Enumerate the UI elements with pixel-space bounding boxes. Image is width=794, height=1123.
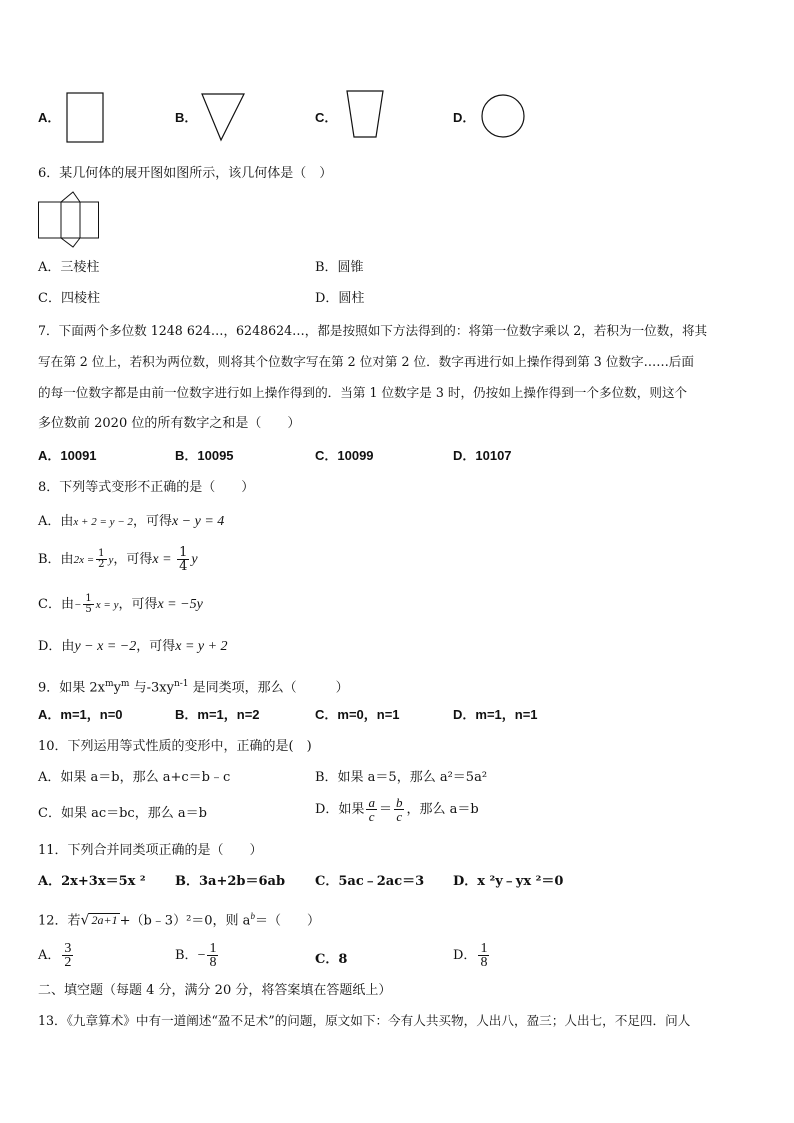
section-2-heading: 二、填空题（每题 4 分，满分 20 分，将答案填在答题纸上） [38, 983, 392, 998]
q12-b-label: B． [175, 948, 198, 963]
q5-option-a-label: A． [38, 110, 61, 125]
q7-option-b: B．10095 [175, 448, 234, 463]
q8-b-prefix: B．由 [38, 552, 74, 567]
q6-stem: 6．某几何体的展开图如图所示，该几何体是（ ） [38, 166, 333, 181]
q11-option-c: C．5ac﹣2ac＝3 [315, 874, 425, 889]
q6-option-c: C．四棱柱 [38, 291, 100, 306]
circle-shape-icon [479, 95, 527, 139]
q8-d-equation-1: y − x = −2 [74, 639, 137, 654]
q8-d-mid: ，可得 [136, 639, 176, 654]
q9-option-a: A．m=1，n=0 [38, 707, 123, 722]
q12-option-a: A． $\frac{3}{2}$ [38, 941, 72, 970]
q8-b-half-fraction: $\frac{1}{2}$ [98, 548, 105, 570]
q8-c-fifth-fraction: $\frac{1}{5}$ [85, 593, 92, 615]
q8-option-c: C．由− $\frac{1}{5}$ x = y，可得x = −5y [38, 593, 203, 615]
q11-option-b: B．3a+2b＝6ab [175, 874, 286, 889]
q7-option-a: A．10091 [38, 448, 97, 463]
q6-option-d: D．圆柱 [315, 291, 365, 306]
q8-c-prefix: C．由 [38, 597, 74, 612]
q7-line-2: 写在第 2 位上，若积为两位数，则将其个位数字写在第 2 位对第 2 位．数字再进行如上操作得到第 3 位数字……后面 [38, 354, 694, 369]
q8-stem: 8．下列等式变形不正确的是（ ） [38, 480, 255, 495]
q10-option-d: D．如果 $\frac{a}{c}$ ＝ $\frac{b}{c}$ ，那么 a＝b [315, 795, 479, 824]
q9-option-b: B．m=1，n=2 [175, 707, 260, 722]
q9-option-c: C．m=0，n=1 [315, 707, 400, 722]
q7-option-d: D．10107 [453, 448, 512, 463]
q9-stem: 9．如果 $2x^my^m$ 与$-3xy^{n-1}$ 是同类项，那么（ ） [38, 679, 349, 696]
q8-a-equation-1: x + 2 = y − 2 [73, 516, 133, 528]
q12-option-b: B．− $\frac{1}{8}$ [175, 941, 217, 970]
q10-d-fraction-b-over-c: $\frac{b}{c}$ [395, 795, 403, 824]
q8-c-equation-2: x = −5y [157, 597, 203, 612]
q5-option-c-label: C． [315, 110, 338, 125]
q7-line-4: 多位数前 2020 位的所有数字之和是（ ） [38, 416, 301, 431]
q10-d-prefix: D．如果 [315, 802, 365, 817]
q12-d-label: D． [453, 948, 477, 963]
q12-a-label: A． [38, 948, 61, 963]
q8-b-quarter-fraction: $\frac{1}{4}$ [179, 545, 188, 574]
q11-option-a: A．2x+3x＝5x ² [38, 874, 146, 889]
q6-option-b: B．圆锥 [315, 260, 364, 275]
q8-option-d [38, 639, 228, 655]
q7-option-c: C．10099 [315, 448, 374, 463]
q8-d-equation-2: x = y + 2 [175, 639, 228, 654]
trapezoid-shape-icon [345, 90, 387, 140]
q12-stem-prefix: 12．若 [38, 913, 81, 929]
q12-stem-suffix: +（b﹣3）²＝0，则 a [119, 913, 251, 929]
q7-line-3: 的每一位数字都是由前一位数字进行如上操作得到的．当第 1 位数字是 3 时，仍按如上操作得到一个多位数，则这个 [38, 385, 688, 400]
q10-d-fraction-a-over-c: $\frac{a}{c}$ [368, 795, 375, 824]
q5-option-d-label: D． [453, 110, 476, 125]
q8-c-mid: ，可得 [118, 597, 158, 612]
q12-option-c: C．8 [315, 952, 348, 967]
q12-radicand: 2a+1 [91, 913, 118, 928]
q8-a-prefix: A．由 [38, 514, 74, 529]
q11-stem: 11．下列合并同类项正确的是（ ） [38, 843, 263, 858]
q8-option-a [38, 514, 224, 530]
q10-stem: 10．下列运用等式性质的变形中，正确的是( ) [38, 739, 312, 754]
inverted-triangle-shape-icon [200, 92, 246, 144]
q13-line-1: 13．《九章算术》中有一道阐述“盈不足术”的问题，原文如下：今有人共买物，人出八，盈三；人出七，不足四．问人 [38, 1013, 691, 1028]
prism-net-figure [38, 192, 100, 248]
q11-option-d: D．x ²y﹣yx ²＝0 [453, 874, 564, 889]
q9-option-d: D．m=1，n=1 [453, 707, 538, 722]
sqrt-icon: √ [80, 912, 90, 929]
q10-option-b: B．如果 a＝5，那么 a²＝5a² [315, 770, 488, 785]
q8-option-b: B．由2x = $\frac{1}{2}$ y，可得x = $\frac{1}{4}$ y [38, 545, 198, 574]
q8-a-mid: ，可得 [132, 514, 172, 529]
q5-option-b-label: B． [175, 110, 198, 125]
q6-option-a: A．三棱柱 [38, 260, 100, 275]
q12-stem: 12．若√ 2a+1 +（b﹣3）²＝0，则 $a^b=$（ ） [38, 911, 320, 929]
q8-a-equation-2: x − y = 4 [171, 514, 225, 529]
q9-stem-start: 9．如果 2x [38, 680, 106, 696]
q12-option-d: D． $\frac{1}{8}$ [453, 941, 488, 970]
q8-b-mid: ，可得 [113, 552, 153, 567]
q10-option-c: C．如果 ac＝bc，那么 a＝b [38, 806, 207, 821]
q8-d-prefix: D．由 [38, 639, 75, 654]
q10-option-a: A．如果 a＝b，那么 a+c＝b﹣c [38, 770, 231, 785]
q10-d-suffix: ，那么 a＝b [406, 802, 479, 817]
q7-line-1: 7．下面两个多位数 1248 624…，6248624…，都是按照如下方法得到的：将第一位数字乘以 2，若积为一位数，将其 [38, 323, 708, 338]
rectangle-shape-icon [66, 92, 106, 144]
